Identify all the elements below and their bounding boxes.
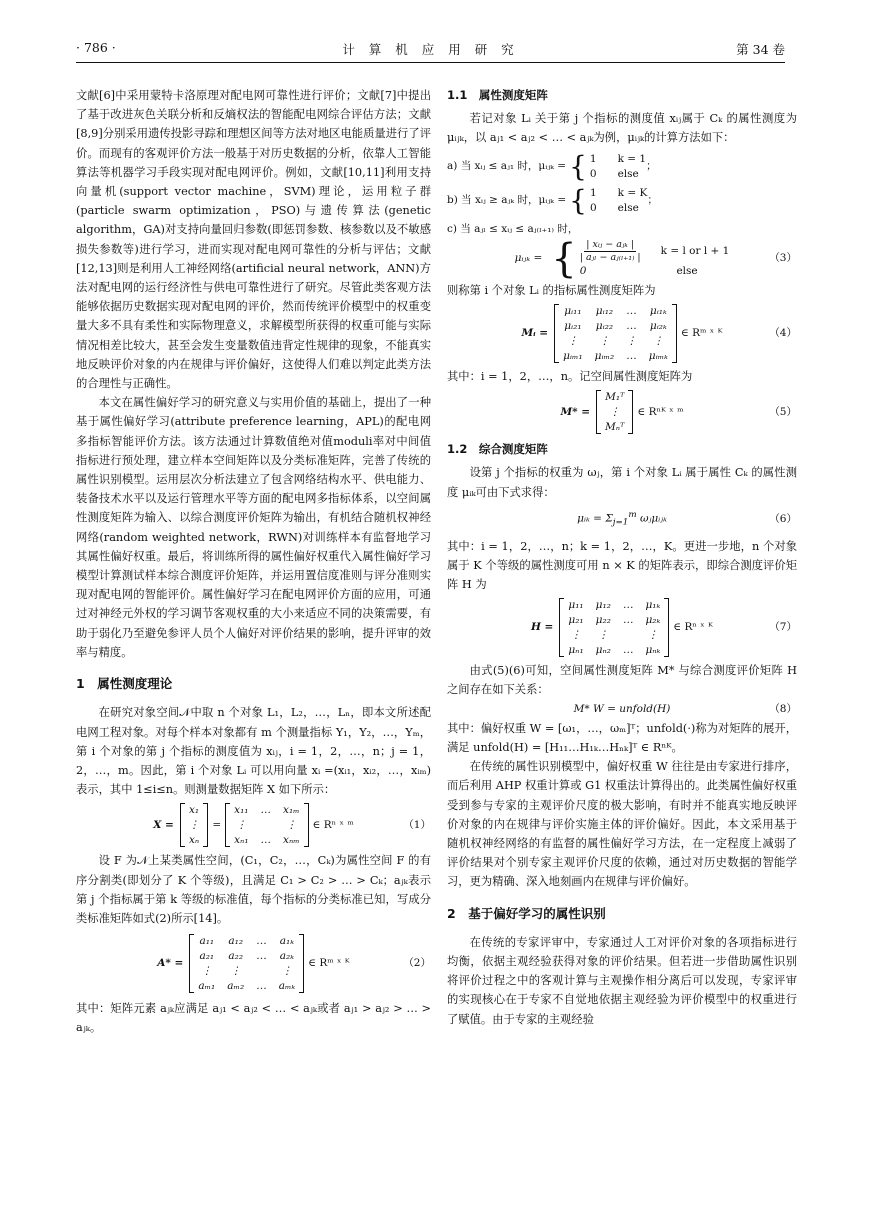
subsection-1-2-heading: 1.2 综合测度矩阵 <box>447 442 548 457</box>
header-rule <box>76 62 785 63</box>
equation-7: H = μ₁₁ μ₁₂ … μ₁ₖ μ₂₁ μ₂₂ … μ₂ₖ ⋮ ⋮ ⋮ μₙ₁ μₙ₂ … μₙₖ ∈ Rⁿ ˣ ᴷ （7） <box>530 599 797 657</box>
equation-6: μᵢₖ = $\Sigma_{j=1}^m$ ωⱼμᵢⱼₖ （6） <box>577 509 797 528</box>
equation-8-number: （8） <box>769 702 797 715</box>
case-a: a) 当 xᵢⱼ ≤ aⱼ₁ 时，μᵢⱼₖ = { 1 k = 1 0 else ； <box>447 149 657 183</box>
case-c <box>447 220 797 239</box>
left-column <box>76 86 431 1038</box>
right-column <box>447 86 797 1029</box>
right-paragraph-6: 由式(5)(6)可知，空间属性测度矩阵 M* 与综合测度评价矩阵 H 之间存在如下关系： <box>447 664 797 697</box>
left-paragraph-3: 在研究对象空间𝒩中取 n 个对象 L₁，L₂，…，Lₙ，即本文所述配电网工程对象。对每个样本对象都有 m 个测量指标 Y₁，Y₂，…，Yₘ，第 i 个对象的第 j 个指标的测度值为 xᵢⱼ，i = 1，2，…，n；j = 1，2，…，m。因此，第 i 个对象 Lᵢ 可以用向量 xᵢ =(xᵢ₁，xᵢ₂，…，xᵢₘ)表示，其中 1≤i≤n。则测量数据矩阵 X 如下所示： <box>76 706 431 797</box>
right-paragraph-9: 在传统的专家评审中，专家通过人工对评价对象的各项指标进行均衡，依据主观经验获得对象的评价结果。但若进一步借助属性识别将评价过程之中的客观计算与主观操作相分离后可以发现，专家评审的实现核心在于专家不自觉地依据主观经验为评价模型中的权重进行了赋值。由于专家的主观经验 <box>447 935 797 1026</box>
equation-6-number: （6） <box>769 512 797 525</box>
left-paragraph-2: 本文在属性偏好学习的研究意义与实用价值的基础上，提出了一种基于属性偏好学习(attribute preference learning，APL)的配电网多指标智能评价方法。该方法通过计算数值绝对值moduli率对中间值指标进行预处理，建立样本空间矩阵以及分类标准矩阵，完善了传统的属性识别模型。运用层次分析法建立了包含网络结构水平、供电能力、装备技术水平以及运行管理水平等方面的配电网多指标体系，以空间属性测度矩阵为输入、以综合测度评价矩阵为输出，有机结合随机权神经网络(random weighted network，RWN)对训练样本有监督地学习其属性偏好权重。最后，将训练所得的属性偏好权重代入属性偏好学习模型计算测试样本综合测度评价矩阵，并运用置信度准则与评分准则实现对配电网的智能评价。属性偏好学习在配电网评价方面的应用，可通过对神经元外权的学习调节客观权重的大小来适应不同的决策需要，有助于弱化乃至避免参评人员个人偏好对评价结果的影响，提升评审的效率与精度。 <box>76 396 431 659</box>
left-paragraph-5: 其中：矩阵元素 aⱼₖ应满足 aⱼ₁ < aⱼ₂ < … < aⱼₖ或者 aⱼ₁ > aⱼ₂ > … > aⱼₖ。 <box>76 1002 431 1035</box>
running-head <box>76 40 785 62</box>
case-c-text: c) 当 aⱼₗ ≤ xᵢⱼ ≤ aⱼ₍ₗ₊₁₎ 时， <box>447 222 579 235</box>
right-paragraph-1: 若记对象 Lᵢ 关于第 j 个指标的测度值 xᵢⱼ属于 Cₖ 的属性测度为 μᵢⱼₖ，以 aⱼ₁ < aⱼ₂ < … < aⱼₖ为例，μᵢⱼₖ的计算方法如下： <box>447 112 797 145</box>
case-a-text: a) 当 xᵢⱼ ≤ aⱼ₁ 时，μᵢⱼₖ = <box>447 160 567 172</box>
right-paragraph-7: 其中：偏好权重 W = [ω₁，…，ωₘ]ᵀ；unfold(·)称为对矩阵的展开，满足 unfold(H) = [H₁₁…H₁ₖ…Hₙₖ]ᵀ ∈ Rⁿᴷ。 <box>447 721 798 755</box>
page-number: · 786 · <box>76 40 116 55</box>
equation-8-body: M* W = unfold(H) <box>573 702 671 715</box>
journal-name: 计 算 机 应 用 研 究 <box>342 42 519 57</box>
section-2-heading: 2 基于偏好学习的属性识别 <box>447 905 606 921</box>
equation-3: μᵢⱼₖ = { $\frac{\text{| xᵢⱼ − aⱼₖ |}}{\text{| aⱼₗ − aⱼ₍ₗ₊₁₎ |}}$ k = l or l + 1 0 else （3） <box>514 235 797 282</box>
right-paragraph-2: 则称第 i 个对象 Lᵢ 的指标属性测度矩阵为 <box>447 283 656 297</box>
case-b-text: b) 当 xᵢⱼ ≥ aⱼₖ 时，μᵢⱼₖ = <box>447 194 567 206</box>
right-paragraph-8: 在传统的属性识别模型中，偏好权重 W 往往是由专家进行排序，而后利用 AHP 权重计算或 G1 权重法计算得出的。此类属性偏好权重受到参与专家的主观评价尺度的极大影响，有时并不能真实地反映评价对象的内在规律与评价实施主体的评价偏好。因此，本文采用基于随机权神经网络的有监督的属性偏好学习方法，在一定程度上减弱了评价结果对个别专家主观评价尺度的依赖，通过对历史数据的智能学习，更为精确、深入地刻画内在规律与评价偏好。 <box>447 760 797 889</box>
subsection-1-1-heading: 1.1 属性测度矩阵 <box>447 88 548 102</box>
equation-8 <box>447 700 797 719</box>
right-paragraph-5: 其中：i = 1，2，…，n；k = 1，2，…，K。更进一步地，n 个对象属于 K 个等级的属性测度可用 n × K 的矩阵表示，即综合测度评价矩阵 H 为 <box>447 539 797 592</box>
equation-4: Mᵢ = μᵢ₁₁ μᵢ₁₂ … μᵢ₁ₖ μᵢ₂₁ μᵢ₂₂ … μᵢ₂ₖ ⋮ ⋮ ⋮ ⋮ μᵢₘ₁ μᵢₘ₂ … μᵢₘₖ ∈ Rᵐ ˣ ᴷ （4） <box>521 305 797 363</box>
equation-4-number: （4） <box>769 326 797 339</box>
equation-5-number: （5） <box>769 405 797 418</box>
right-paragraph-4: 设第 j 个指标的权重为 ωⱼ，第 i 个对象 Lᵢ 属于属性 Cₖ 的属性测度 μᵢₖ可由下式求得： <box>447 466 797 499</box>
equation-1: X = x₁ ⋮ xₙ = x₁₁ … x₁ₘ ⋮ ⋮ xₙ₁ … xₙₘ ∈ Rⁿ ˣ ᵐ （1） <box>153 804 431 847</box>
volume-number: 第 34 卷 <box>736 42 785 57</box>
case-b: b) 当 xᵢⱼ ≥ aⱼₖ 时，μᵢⱼₖ = { 1 k = K 0 else ； <box>447 183 658 217</box>
equation-5: M* = M₁ᵀ ⋮ Mₙᵀ ∈ Rⁿᴷ ˣ ᵐ （5） <box>560 391 797 434</box>
equation-7-number: （7） <box>769 621 797 634</box>
left-paragraph-4: 设 F 为𝒩上某类属性空间，(C₁，C₂，…，Cₖ)为属性空间 F 的有序分割类(即划分了 K 个等级)，且满足 C₁ > C₂ > … > Cₖ；aⱼₖ表示第 j 个指标属于第 k 等级的标准值，每个指标的分类标准已知，写成分类标准矩阵如式(2)所示[14]。 <box>76 854 431 925</box>
left-paragraph-1: 文献[6]中采用蒙特卡洛原理对配电网可靠性进行评价；文献[7]中提出了基于改进灰色关联分析和反熵权法的智能配电网综合评估方法；文献[8,9]分别采用遗传投影寻踪和理想区间等方法对地区电能质量进行了评价。而现有的客观评价方法一般基于对历史数据的分析，依靠人工智能算法等机器学习手段实现对配电网评价。例如，文献[10,11]利用支持向量机(support vector machine，SVM)理论，运用粒子群(particle swarm optimization，PSO)与遗传算法(genetic algorithm，GA)对支持向量回归参数(即惩罚参数、核参数以及不敏感损失参数等)进行学习，进而实现对配电网可靠性的分析与评估；文献[12,13]则是利用人工神经网络(artificial neural network，ANN)方法对配电网的运行经济性与供电可靠性进行了研究。尽管此类客观方法能够依据历史数据实现对配电网的评价，然而传统评价模型中的权重变量大多不具有柔性和实际物理意义，求解模型所获得的权重可能与实际情况相差比较大，甚至会发生变量数值违背定性规律的现象，不能真实地反映评价对象的内在规律与评价偏好，这使得人们难以判定此类方法的合理性与正确性。 <box>76 89 431 391</box>
equation-1-number: （1） <box>403 818 431 831</box>
right-paragraph-3: 其中：i = 1，2，…，n。记空间属性测度矩阵为 <box>447 370 693 384</box>
equation-2: A* = a₁₁ a₁₂ … a₁ₖ a₂₁ a₂₂ … a₂ₖ ⋮ ⋮ ⋮ aₘ₁ aₘ₂ … aₘₖ ∈ Rᵐ ˣ ᴷ （2） <box>157 935 431 993</box>
equation-2-number: （2） <box>403 957 431 970</box>
section-1-heading: 1 属性测度理论 <box>76 676 173 692</box>
equation-3-number: （3） <box>769 252 797 265</box>
